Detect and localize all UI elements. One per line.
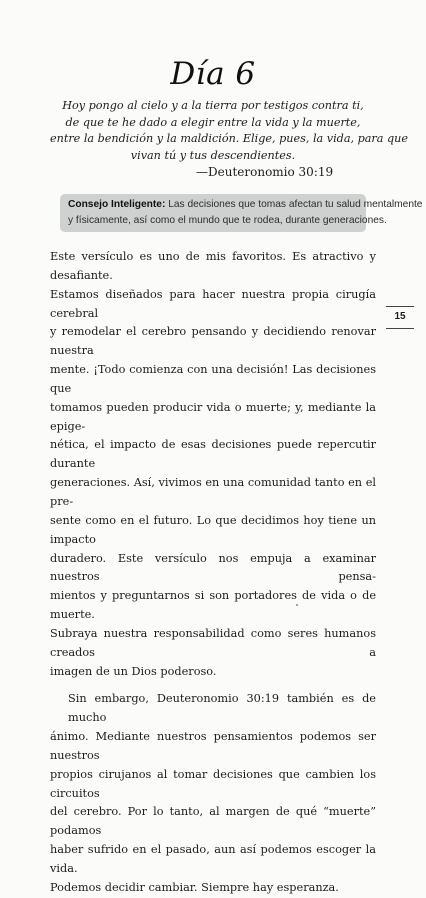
body-text bbox=[50, 248, 376, 898]
body-line: tomamos pueden producir vida o muerte; y, mediante la epige- bbox=[50, 400, 376, 433]
body-line: haber sufrido en el pasado, aun así podemos escoger la vida. bbox=[50, 843, 376, 875]
body-line: ánimo. Mediante nuestros pensamientos podemos ser nuestros bbox=[50, 730, 376, 762]
body-line: y remodelar el cerebro pensando y decidiendo renovar nuestra bbox=[50, 325, 376, 358]
body-line: generaciones. Así, vivimos en una comunidad tanto en el pre- bbox=[50, 476, 376, 508]
page-number-rule-top bbox=[386, 306, 414, 307]
page-title: Día 6 bbox=[170, 56, 256, 92]
body-line: mente. ¡Todo comienza con una decisión! Las decisiones que bbox=[50, 363, 376, 395]
body-line: Sin embargo, Deuteronomio 30:19 también es de mucho bbox=[68, 692, 376, 725]
body-line: del cerebro. Por lo tanto, al margen de qué “muerte” podamos bbox=[50, 805, 376, 838]
body-line: Este versículo es uno de mis favoritos. Es atractivo y desafiante. bbox=[50, 250, 376, 282]
epigraph-line: entre la bendición y la maldición. Elige, pues, la vida, para que bbox=[50, 132, 408, 146]
paragraph-gap bbox=[50, 681, 376, 690]
smart-tip-label: Consejo Inteligente: bbox=[68, 199, 166, 210]
smart-tip-line1: Las decisiones que tomas afectan tu salud mentalmente bbox=[168, 199, 423, 210]
body-line: imagen de un Dios poderoso. bbox=[50, 664, 217, 678]
print-speck bbox=[296, 604, 298, 606]
epigraph-line: de que te he dado a elegir entre la vida y la muerte, bbox=[65, 115, 361, 129]
body-line: Estamos diseñados para hacer nuestra propia cirugía cerebral bbox=[50, 287, 376, 320]
body-line: Subraya nuestra responsabilidad como seres humanos creados a bbox=[50, 626, 376, 659]
epigraph-reference: —Deuteronomio 30:19 bbox=[196, 165, 334, 179]
smart-tip-text bbox=[68, 197, 423, 229]
smart-tip-box bbox=[60, 194, 423, 232]
smart-tip-line bbox=[68, 197, 423, 213]
epigraph-line: Hoy pongo al cielo y a la tierra por testigos contra ti, bbox=[62, 99, 364, 112]
body-line: nética, el impacto de esas decisiones puede repercutir durante bbox=[50, 438, 376, 471]
epigraph-verse bbox=[50, 98, 408, 164]
page-number: 15 bbox=[394, 311, 406, 322]
body-line: Podemos decidir cambiar. Siempre hay esperanza. bbox=[50, 880, 339, 894]
smart-tip-line2: y físicamente, así como el mundo que te rodea, durante generaciones. bbox=[68, 214, 387, 226]
body-line: propios cirujanos al tomar decisiones que cambien los circuitos bbox=[50, 767, 376, 800]
body-line: mientos y preguntarnos si son portadores de vida o de muerte. bbox=[50, 589, 376, 622]
body-line: duradero. Este versículo nos empuja a examinar nuestros pensa- bbox=[50, 551, 376, 584]
page-number-rule-bottom bbox=[386, 328, 414, 329]
body-line: sente como en el futuro. Lo que decidimos hoy tiene un impacto bbox=[50, 513, 376, 546]
epigraph-line: vivan tú y tus descendientes. bbox=[130, 148, 296, 162]
